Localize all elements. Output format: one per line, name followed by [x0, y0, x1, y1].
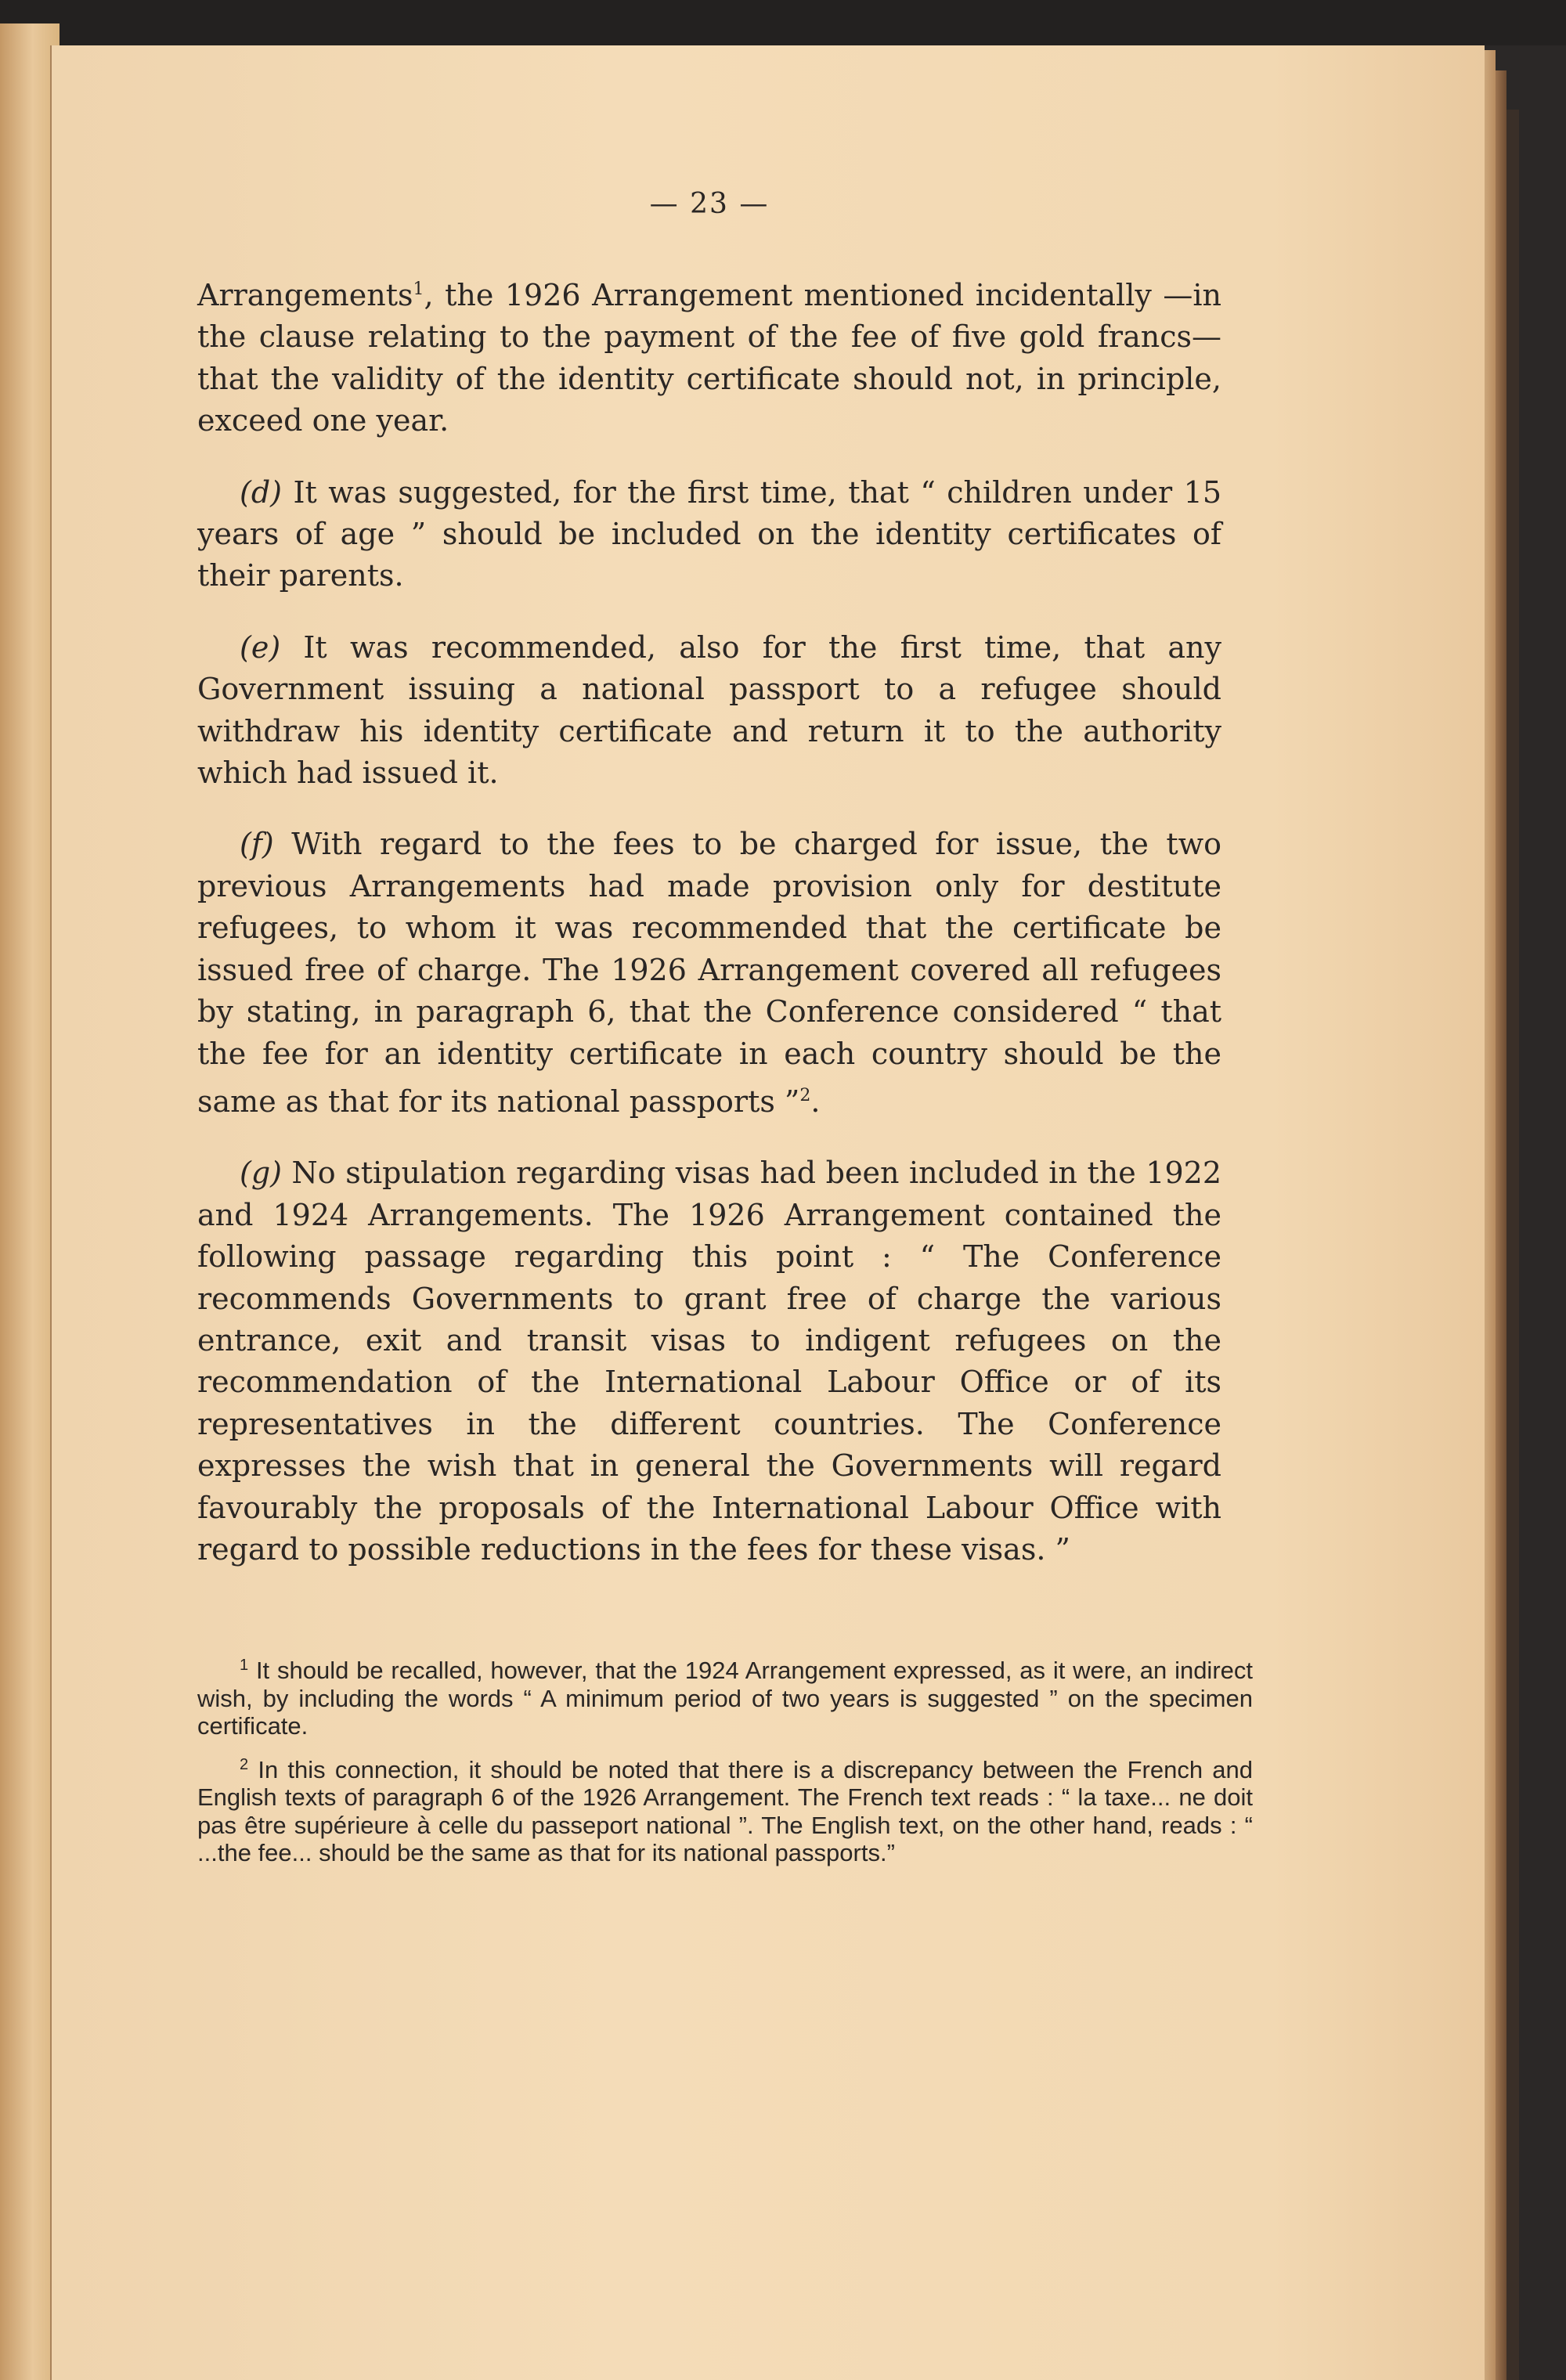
- item-marker-d: (d): [240, 474, 282, 510]
- footnote-text: It should be recalled, however, that the 1924 Arrangement expressed, as it were, an indirect wish, by including the words “ A minimum period of two years is suggested ” on the specimen certificate.: [197, 1657, 1253, 1740]
- footnote-mark-1: 1: [240, 1657, 249, 1674]
- footnote-mark-2: 2: [240, 1755, 249, 1773]
- paragraph-f: [197, 824, 1221, 1123]
- paragraph-d: [197, 472, 1221, 597]
- item-marker-e: (e): [240, 629, 281, 665]
- footnote-text: In this connection, it should be noted that there is a discrepancy between the French and English texts of paragraph 6 of the 1926 Arrangement. The French text reads : “ la taxe... ne doit pas être supérieure à celle du passeport national ”. The English text, on the other hand, reads : “ ...the fee... should be the same as that for its national passports.”: [197, 1755, 1253, 1866]
- page-number: — 23 —: [649, 188, 770, 220]
- paragraph-text: .: [810, 1084, 821, 1119]
- paragraph-arrangements: [197, 269, 1221, 442]
- paragraph-text: It was recommended, also for the first time, that any Government issuing a national passport to a refugee should withdraw his identity certificate and return it to the authority which had issued it.: [197, 629, 1221, 791]
- paragraph-text: With regard to the fees to be charged for issue, the two previous Arrangements had made provision only for destitute refugees, to whom it was recommended that the certificate be issued free of charge. The 1926 Arrangement covered all refugees by stating, in paragraph 6, that the Conference considered “ that the fee for an identity certificate in each country should be the same as that for its national passports ”: [197, 827, 1221, 1119]
- footnote-1: [197, 1652, 1253, 1740]
- item-marker-f: (f): [240, 827, 274, 862]
- paragraph-text: Arrangements: [197, 278, 413, 312]
- footnote-reference-2: 2: [799, 1085, 811, 1105]
- page-body: [197, 188, 1221, 1600]
- paragraph-text: No stipulation regarding visas had been included in the 1922 and 1924 Arrangements. The 1926 Arrangement contained the following passage regarding this point : “ The Conference recommends Governments to grant free of charge the various entrance, exit and transit visas to indigent refugees on the recommendation of the International Labour Office or of its representatives in the different countries. The Conference expresses the wish that in general the Governments will regard favourably the proposals of the International Labour Office with regard to possible reductions in the fees for these visas. ”: [197, 1156, 1221, 1567]
- paragraph-g: [197, 1152, 1221, 1570]
- footnote-reference-1: 1: [413, 279, 424, 299]
- paragraph-text: , the 1926 Arrangement mentioned incidentally —in the clause relating to the payment of the fee of five gold francs—that the validity of the identity certificate should not, in principle, exceed one year.: [197, 278, 1221, 438]
- page-stack-edge-dark: [1496, 70, 1506, 2380]
- footnotes: [197, 1652, 1253, 1878]
- item-marker-g: (g): [240, 1156, 282, 1191]
- paragraph-text: It was suggested, for the first time, that “ children under 15 years of age ” should be included on the identity certificates of their parents.: [197, 474, 1221, 593]
- paragraph-e: [197, 627, 1221, 795]
- scan-background: [0, 0, 1566, 45]
- footnote-2: [197, 1751, 1253, 1867]
- page-stack-shadow: [1506, 110, 1519, 2380]
